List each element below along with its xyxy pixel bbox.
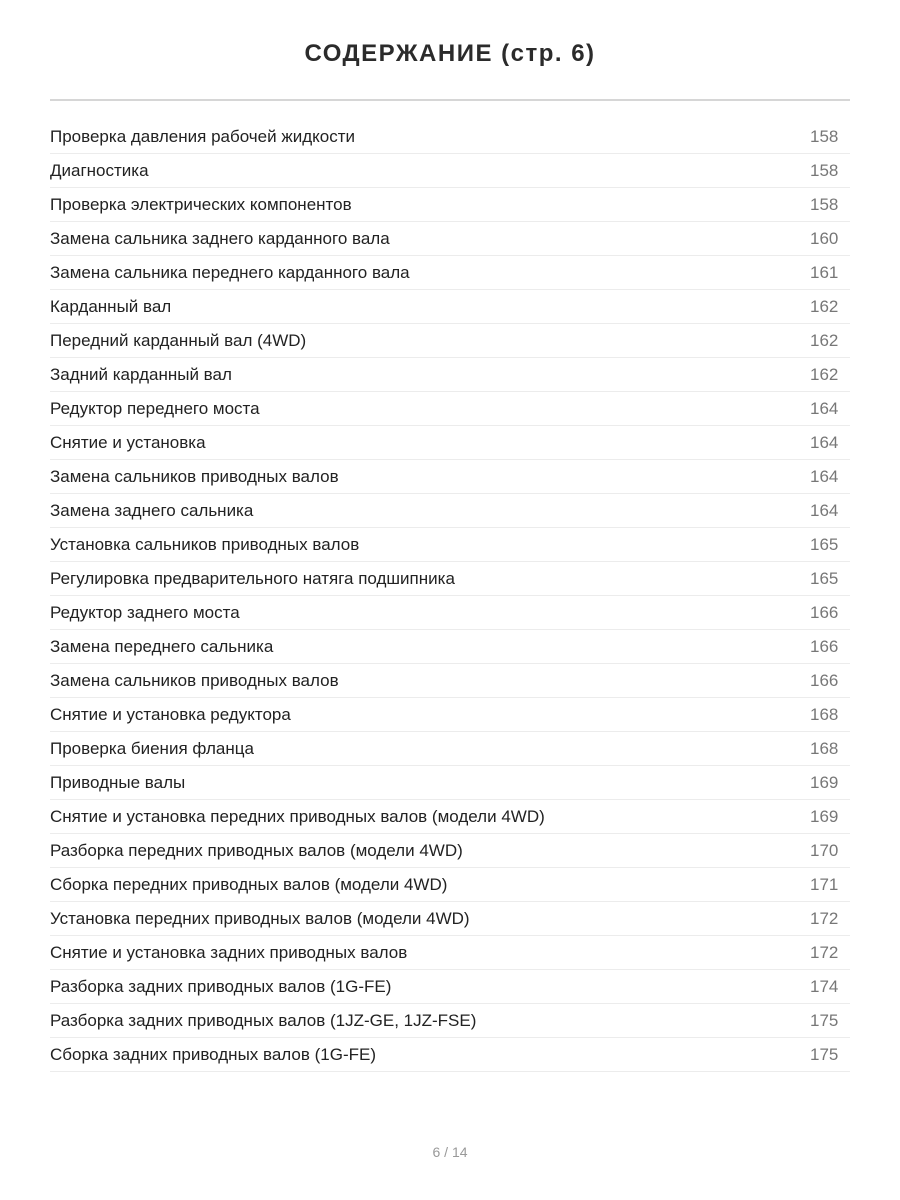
toc-entry-page: 169 — [810, 806, 839, 826]
toc-entry[interactable] — [50, 358, 850, 392]
toc-entry[interactable] — [50, 800, 850, 834]
toc-entry-title: Снятие и установка редуктора — [50, 704, 291, 724]
toc-entry-page: 168 — [810, 738, 839, 758]
toc-entry-title: Разборка передних приводных валов (модели 4WD) — [50, 840, 463, 860]
toc-entry-title: Проверка электрических компонентов — [50, 194, 352, 214]
toc-entry[interactable] — [50, 256, 850, 290]
toc-list — [50, 120, 850, 1072]
toc-entry-page: 164 — [810, 466, 839, 486]
toc-entry-page: 171 — [810, 874, 839, 894]
toc-entry-page: 165 — [810, 568, 839, 588]
toc-entry[interactable] — [50, 222, 850, 256]
toc-entry[interactable] — [50, 528, 850, 562]
toc-entry-page: 166 — [810, 670, 839, 690]
toc-entry-title: Задний карданный вал — [50, 364, 232, 384]
toc-entry[interactable] — [50, 834, 850, 868]
toc-entry-title: Приводные валы — [50, 772, 186, 792]
toc-entry-page: 169 — [810, 772, 839, 792]
toc-entry[interactable] — [50, 562, 850, 596]
toc-entry-title: Установка передних приводных валов (модели 4WD) — [50, 908, 470, 928]
toc-entry-page: 162 — [810, 364, 839, 384]
toc-entry-page: 158 — [810, 160, 839, 180]
toc-entry[interactable] — [50, 732, 850, 766]
toc-entry-page: 175 — [810, 1010, 839, 1030]
toc-entry-page: 160 — [810, 228, 839, 248]
toc-entry-page: 161 — [810, 262, 839, 282]
page-title: СОДЕРЖАНИЕ (стр. 6) — [304, 40, 596, 67]
toc-entry-title: Сборка задних приводных валов (1G-FE) — [50, 1044, 377, 1064]
toc-entry-page: 170 — [810, 840, 839, 860]
toc-entry-title: Разборка задних приводных валов (1G-FE) — [50, 976, 392, 996]
toc-entry[interactable] — [50, 902, 850, 936]
toc-entry-page: 164 — [810, 500, 839, 520]
toc-entry-title: Регулировка предварительного натяга подшипника — [50, 568, 455, 588]
title-divider — [50, 99, 850, 101]
toc-entry[interactable] — [50, 664, 850, 698]
toc-entry-title: Передний карданный вал (4WD) — [50, 330, 307, 350]
toc-entry-title: Замена переднего сальника — [50, 636, 274, 656]
toc-entry-title: Карданный вал — [50, 296, 172, 316]
toc-entry[interactable] — [50, 1038, 850, 1072]
toc-entry-title: Снятие и установка — [50, 432, 206, 452]
toc-entry-title: Снятие и установка передних приводных валов (модели 4WD) — [50, 806, 545, 826]
toc-entry-page: 174 — [810, 976, 839, 996]
toc-entry[interactable] — [50, 426, 850, 460]
toc-entry-page: 158 — [810, 126, 839, 146]
toc-entry-title: Редуктор переднего моста — [50, 398, 260, 418]
toc-entry[interactable] — [50, 936, 850, 970]
toc-entry[interactable] — [50, 766, 850, 800]
toc-entry-page: 166 — [810, 602, 839, 622]
toc-entry-page: 158 — [810, 194, 839, 214]
toc-entry[interactable] — [50, 630, 850, 664]
toc-entry[interactable] — [50, 970, 850, 1004]
toc-entry-title: Разборка задних приводных валов (1JZ-GE, 1JZ-FSE) — [50, 1010, 477, 1030]
toc-entry[interactable] — [50, 460, 850, 494]
toc-entry-title: Редуктор заднего моста — [50, 602, 240, 622]
toc-entry-title: Проверка биения фланца — [50, 738, 254, 758]
toc-entry-title: Замена сальников приводных валов — [50, 670, 339, 690]
toc-entry[interactable] — [50, 188, 850, 222]
toc-entry-page: 162 — [810, 296, 839, 316]
toc-entry[interactable] — [50, 868, 850, 902]
toc-entry-title: Замена сальника заднего карданного вала — [50, 228, 390, 248]
toc-entry-page: 172 — [810, 908, 839, 928]
toc-entry-title: Сборка передних приводных валов (модели 4WD) — [50, 874, 448, 894]
toc-entry-page: 162 — [810, 330, 839, 350]
toc-entry-page: 175 — [810, 1044, 839, 1064]
toc-entry-page: 165 — [810, 534, 839, 554]
toc-entry-page: 164 — [810, 398, 839, 418]
toc-entry[interactable] — [50, 120, 850, 154]
toc-entry-title: Снятие и установка задних приводных валов — [50, 942, 408, 962]
toc-entry-title: Установка сальников приводных валов — [50, 534, 360, 554]
page-indicator: 6 / 14 — [432, 1144, 468, 1160]
toc-entry-page: 166 — [810, 636, 839, 656]
toc-entry[interactable] — [50, 1004, 850, 1038]
toc-entry-title: Замена заднего сальника — [50, 500, 254, 520]
toc-entry[interactable] — [50, 392, 850, 426]
toc-entry-title: Проверка давления рабочей жидкости — [50, 126, 355, 146]
toc-entry[interactable] — [50, 324, 850, 358]
toc-entry-title: Замена сальника переднего карданного вала — [50, 262, 410, 282]
toc-entry-title: Замена сальников приводных валов — [50, 466, 339, 486]
toc-entry[interactable] — [50, 290, 850, 324]
toc-entry-page: 172 — [810, 942, 839, 962]
toc-entry[interactable] — [50, 596, 850, 630]
toc-entry[interactable] — [50, 154, 850, 188]
toc-entry-page: 168 — [810, 704, 839, 724]
toc-entry-page: 164 — [810, 432, 839, 452]
toc-entry-title: Диагностика — [50, 160, 149, 180]
toc-entry[interactable] — [50, 698, 850, 732]
toc-entry[interactable] — [50, 494, 850, 528]
